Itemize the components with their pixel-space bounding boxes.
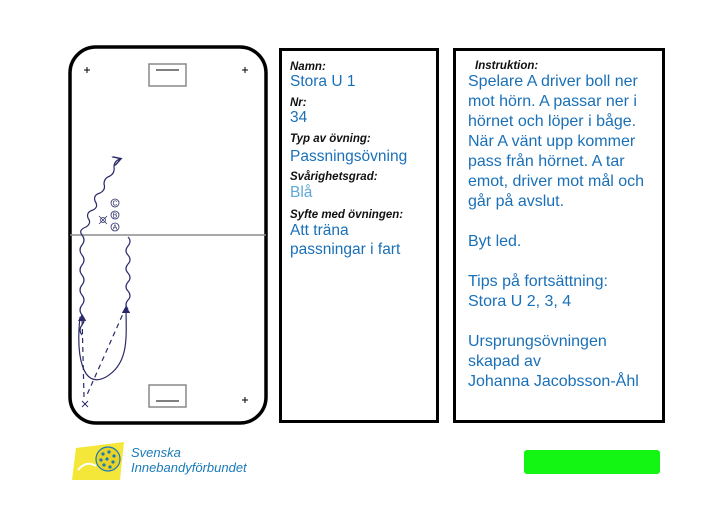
nr-value: 34 [290, 109, 308, 126]
player-markers [111, 199, 119, 232]
drill-info-panel [279, 48, 439, 423]
name-label: Namn: [290, 61, 326, 73]
type-value: Passningsövning [290, 148, 408, 165]
type-label: Typ av övning: [290, 133, 371, 145]
ball-icon [99, 216, 107, 224]
logo-line2: Innebandyförbundet [131, 460, 247, 475]
difficulty-value: Blå [290, 184, 313, 201]
purpose-value: Att träna passningar i fart [290, 222, 401, 258]
player-a-label: A [112, 224, 118, 232]
nr-label: Nr: [290, 97, 307, 109]
instruction-label: Instruktion: [475, 60, 539, 72]
difficulty-label: Svårighetsgrad: [290, 171, 378, 183]
federation-logo [70, 440, 270, 482]
instruction-text: Spelare A driver boll ner mot hörn. A passar ner i hörnet och löper i båge. När A vänt upp kommer pass från hörnet. A tar emot, driver mot mål och går på avslut. Byt led. Tips på fortsättning: Stora U 2, 3, 4 Ursprungsövningen skapad av Johanna Jacobsson-Åhl [468, 73, 645, 390]
green-action-button[interactable] [524, 450, 660, 474]
name-value: Stora U 1 [290, 73, 356, 90]
purpose-label: Syfte med övningen: [290, 209, 404, 221]
player-c-label: C [112, 200, 118, 208]
floorball-logo-icon [70, 440, 130, 482]
instruction-panel [453, 48, 665, 423]
player-b-label: B [112, 212, 118, 220]
rink-diagram [68, 45, 268, 425]
logo-line1: Svenska [131, 445, 181, 460]
